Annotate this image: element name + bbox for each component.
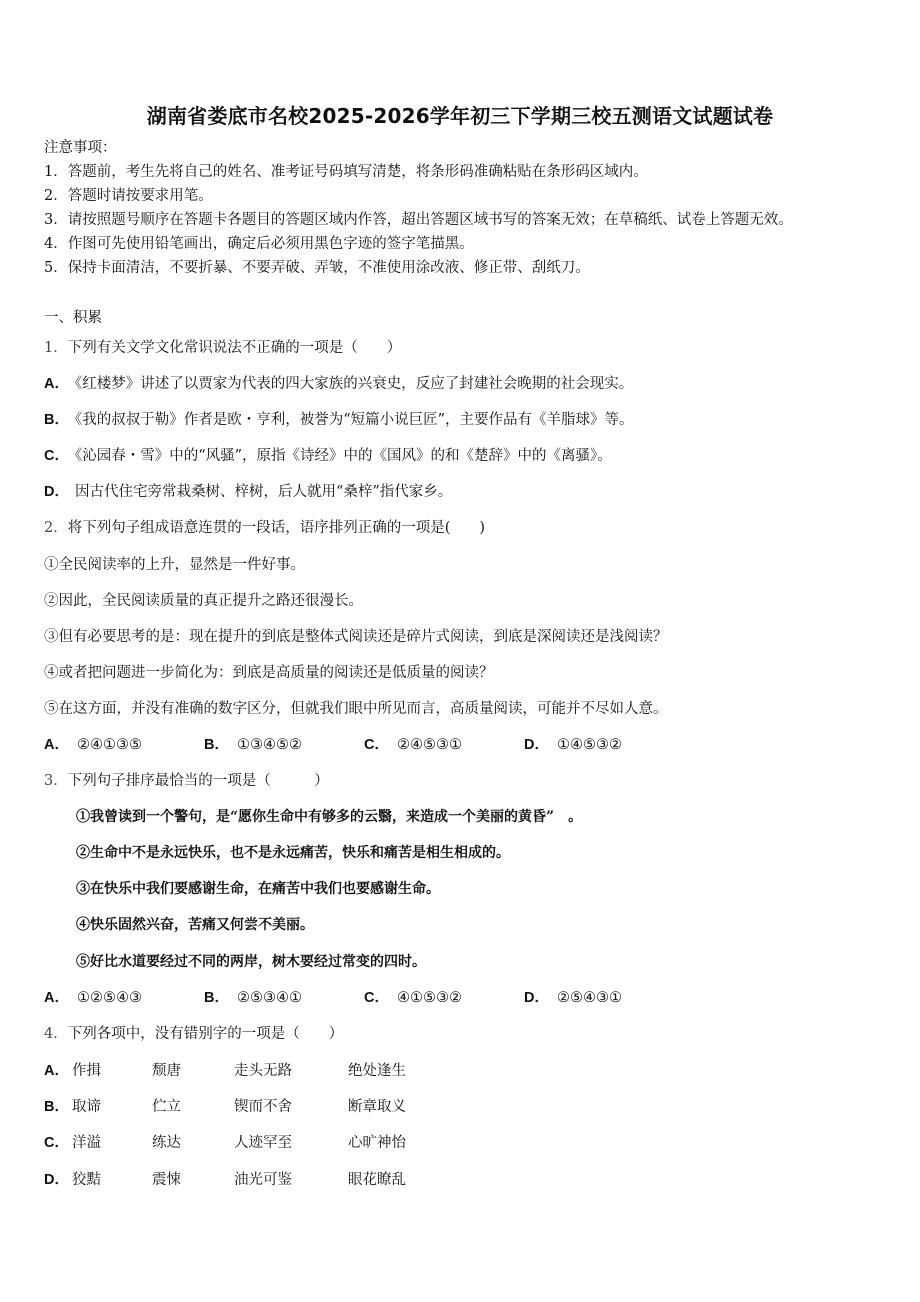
question-1 (44, 338, 401, 358)
word: 作揖 (72, 1063, 101, 1079)
word: 眼花瞭乱 (348, 1172, 406, 1188)
option-d[interactable] (524, 988, 622, 1008)
option-letter: A． (44, 376, 69, 392)
word: 颓唐 (152, 1063, 181, 1079)
option-a[interactable] (44, 1061, 844, 1081)
option-d[interactable] (44, 482, 452, 502)
question-3 (44, 771, 329, 791)
note-item: 5．保持卡面清洁，不要折暴、不要弄破、弄皱，不准使用涂改液、修正带、刮纸刀。 (44, 260, 590, 276)
sentence: ①我曾读到一个警句，是“愿你生命中有够多的云翳，来造成一个美丽的黄昏” 。 (76, 809, 583, 825)
question-stem: 下列句子排序最恰当的一项是（ ） (67, 773, 329, 789)
question-number: 4． (44, 1026, 68, 1042)
word: 人迹罕至 (234, 1135, 292, 1151)
sentence: ⑤在这方面，并没有准确的数字区分，但就我们眼中所见而言，高质量阅读，可能并不尽如人意。 (44, 701, 668, 717)
question-number: 3． (44, 773, 68, 789)
option-text: ①②⑤④③ (76, 990, 142, 1006)
option-letter: A． (44, 737, 69, 753)
option-text: ④①⑤③② (396, 990, 462, 1006)
note-item: 3．请按照题号顺序在答题卡各题目的答题区域内作答，超出答题区域书写的答案无效；在草稿纸、试卷上答题无效。 (44, 212, 793, 228)
option-text: ①③④⑤② (236, 737, 302, 753)
sentence: ①全民阅读率的上升，显然是一件好事。 (44, 557, 305, 573)
option-d[interactable] (44, 1170, 844, 1190)
word: 走头无路 (234, 1063, 292, 1079)
option-c[interactable] (44, 446, 612, 466)
option-letter: D． (44, 1172, 69, 1188)
section-heading: 一、积累 (44, 310, 102, 326)
word: 狡黠 (72, 1172, 101, 1188)
question-2 (44, 518, 485, 538)
sentence: ⑤好比水道要经过不同的两岸，树木要经过常变的四时。 (76, 954, 426, 970)
option-text: 《红楼梦》讲述了以贾家为代表的四大家族的兴衰史，反应了封建社会晚期的社会现实。 (74, 376, 634, 392)
word: 断章取义 (348, 1099, 406, 1115)
sentence: ②生命中不是永远快乐，也不是永远痛苦，快乐和痛苦是相生相成的。 (76, 845, 510, 861)
sentence: ③但有必要思考的是：现在提升的到底是整体式阅读还是碎片式阅读，到底是深阅读还是浅阅读？ (44, 629, 668, 645)
sentence: ④快乐固然兴奋，苦痛又何尝不美丽。 (76, 917, 314, 933)
option-b[interactable] (204, 988, 302, 1008)
option-letter: B． (44, 412, 69, 428)
option-text: 《沁园春・雪》中的“风骚”，原指《诗经》中的《国风》的和《楚辞》中的《离骚》。 (74, 448, 612, 464)
sentence: ④或者把问题进一步简化为：到底是高质量的阅读还是低质量的阅读？ (44, 665, 494, 681)
note-item: 4．作图可先使用铅笔画出，确定后必须用黑色字迹的签字笔描黑。 (44, 236, 474, 252)
option-b[interactable] (44, 1097, 844, 1117)
option-letter: B． (204, 737, 229, 753)
note-item: 2．答题时请按要求用笔。 (44, 188, 213, 204)
options-row (44, 988, 844, 1008)
option-letter: B． (204, 990, 229, 1006)
word: 绝处逢生 (348, 1063, 406, 1079)
note-item: 1．答题前，考生先将自己的姓名、准考证号码填写清楚，将条形码准确粘贴在条形码区域内。 (44, 164, 648, 180)
word: 伫立 (152, 1099, 181, 1115)
option-letter: A． (44, 1063, 69, 1079)
option-d[interactable] (524, 735, 622, 755)
option-a[interactable] (44, 988, 142, 1008)
word: 油光可鉴 (234, 1172, 292, 1188)
question-stem: 将下列句子组成语意连贯的一段话，语序排列正确的一项是( ) (67, 520, 486, 536)
word: 洋溢 (72, 1135, 101, 1151)
word: 心旷神怡 (348, 1135, 406, 1151)
page-title: 湖南省娄底市名校2025-2026学年初三下学期三校五测语文试题试卷 (146, 104, 774, 128)
sentence: ③在快乐中我们要感谢生命，在痛苦中我们也要感谢生命。 (76, 881, 440, 897)
option-c[interactable] (44, 1133, 844, 1153)
notes-heading: 注意事项： (44, 140, 117, 156)
option-letter: D． (524, 737, 549, 753)
option-text: ②④①③⑤ (76, 737, 142, 753)
question-stem: 下列有关文学文化常识说法不正确的一项是（ ） (67, 340, 402, 356)
word: 震悚 (152, 1172, 181, 1188)
option-c[interactable] (364, 735, 462, 755)
option-text: ②④⑤③① (396, 737, 462, 753)
option-a[interactable] (44, 735, 142, 755)
option-letter: A． (44, 990, 69, 1006)
option-letter: D． (44, 484, 69, 500)
option-text: ②⑤③④① (236, 990, 302, 1006)
option-letter: C． (44, 448, 69, 464)
option-a[interactable] (44, 374, 633, 394)
option-text: 《我的叔叔于勒》作者是欧・亨利，被誉为“短篇小说巨匠”，主要作品有《羊脂球》等。 (74, 412, 634, 428)
option-b[interactable] (44, 410, 634, 430)
word: 锲而不舍 (234, 1099, 292, 1115)
word: 练达 (152, 1135, 181, 1151)
options-row (44, 735, 844, 755)
option-c[interactable] (364, 988, 462, 1008)
option-letter: D． (524, 990, 549, 1006)
sentence: ②因此，全民阅读质量的真正提升之路还很漫长。 (44, 593, 363, 609)
option-text: 因古代住宅旁常栽桑树、梓树，后人就用“桑梓”指代家乡。 (74, 484, 453, 500)
option-letter: C． (44, 1135, 69, 1151)
question-4 (44, 1024, 343, 1044)
option-letter: B． (44, 1099, 69, 1115)
question-number: 1． (44, 340, 68, 356)
option-text: ①④⑤③② (556, 737, 622, 753)
question-stem: 下列各项中，没有错别字的一项是（ ） (67, 1026, 344, 1042)
option-letter: C． (364, 990, 389, 1006)
question-number: 2． (44, 520, 68, 536)
option-b[interactable] (204, 735, 302, 755)
option-letter: C． (364, 737, 389, 753)
word: 取谛 (72, 1099, 101, 1115)
option-text: ②⑤④③① (556, 990, 622, 1006)
